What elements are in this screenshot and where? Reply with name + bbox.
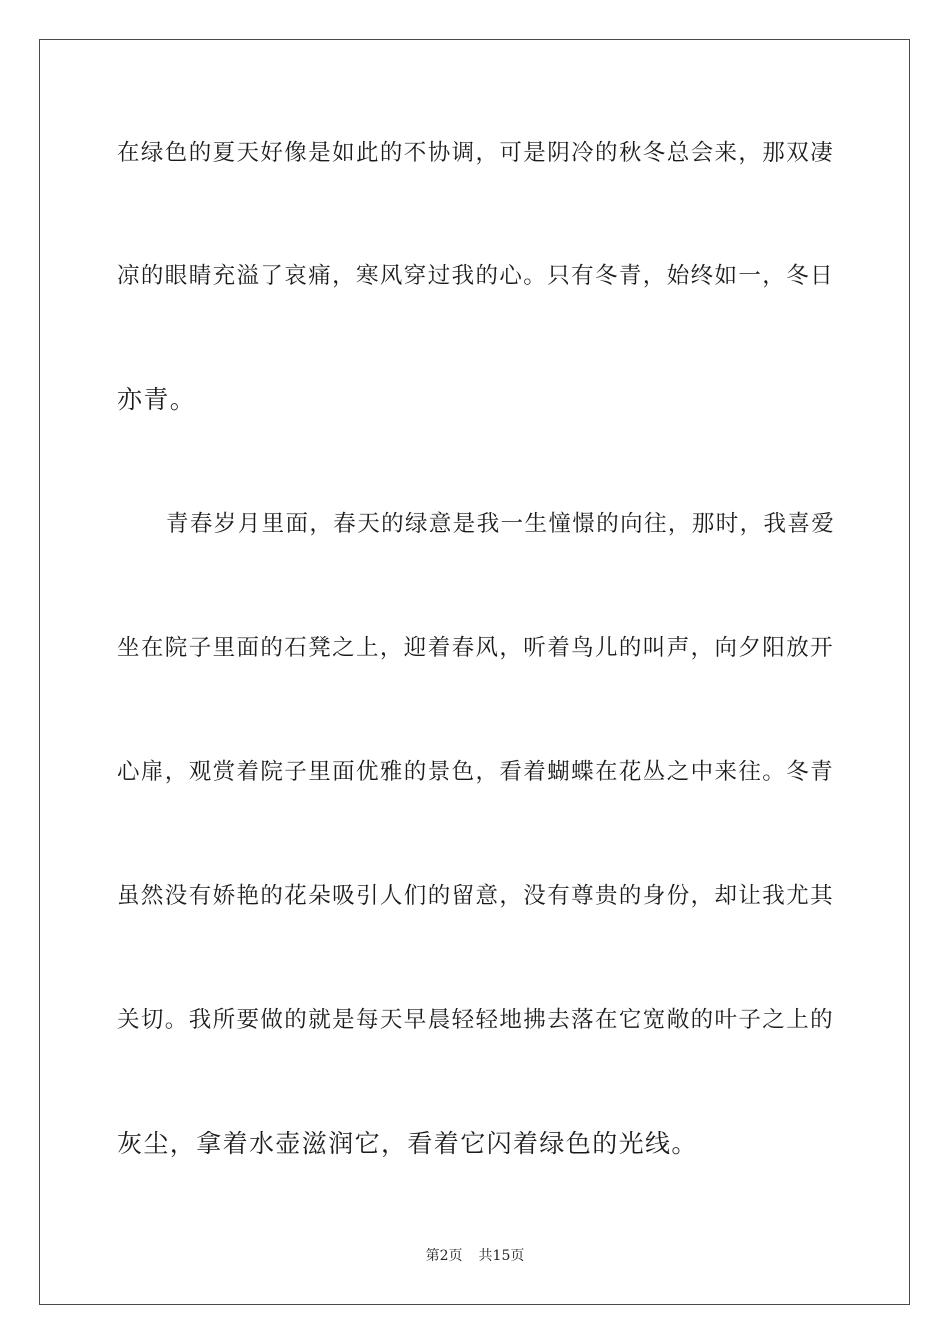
text-line-9: 灰尘，拿着水壶滋润它，看着它闪着绿色的光线。	[117, 1129, 698, 1158]
text-line-1: 在绿色的夏天好像是如此的不协调，可是阴冷的秋冬总会来，那双凄	[117, 140, 835, 166]
text-line-6: 心扉，观赏着院子里面优雅的景色，看着蝴蝶在花丛之中来往。冬青	[117, 759, 835, 785]
page-total: 共15页	[478, 1248, 525, 1264]
text-line-5: 坐在院子里面的石凳之上，迎着春风，听着鸟儿的叫声，向夕阳放开	[117, 635, 835, 661]
text-line-3: 亦青。	[117, 385, 197, 414]
page-number: 第2页	[425, 1248, 463, 1264]
page-footer	[0, 1247, 950, 1265]
page-border	[39, 39, 910, 1305]
text-line-2: 凉的眼睛充溢了哀痛，寒风穿过我的心。只有冬青，始终如一，冬日	[117, 263, 835, 289]
text-line-4: 青春岁月里面，春天的绿意是我一生憧憬的向往，那时，我喜爱	[166, 511, 836, 537]
text-line-7: 虽然没有娇艳的花朵吸引人们的留意，没有尊贵的身份，却让我尤其	[117, 883, 835, 909]
text-line-8: 关切。我所要做的就是每天早晨轻轻地拂去落在它宽敞的叶子之上的	[117, 1007, 835, 1033]
